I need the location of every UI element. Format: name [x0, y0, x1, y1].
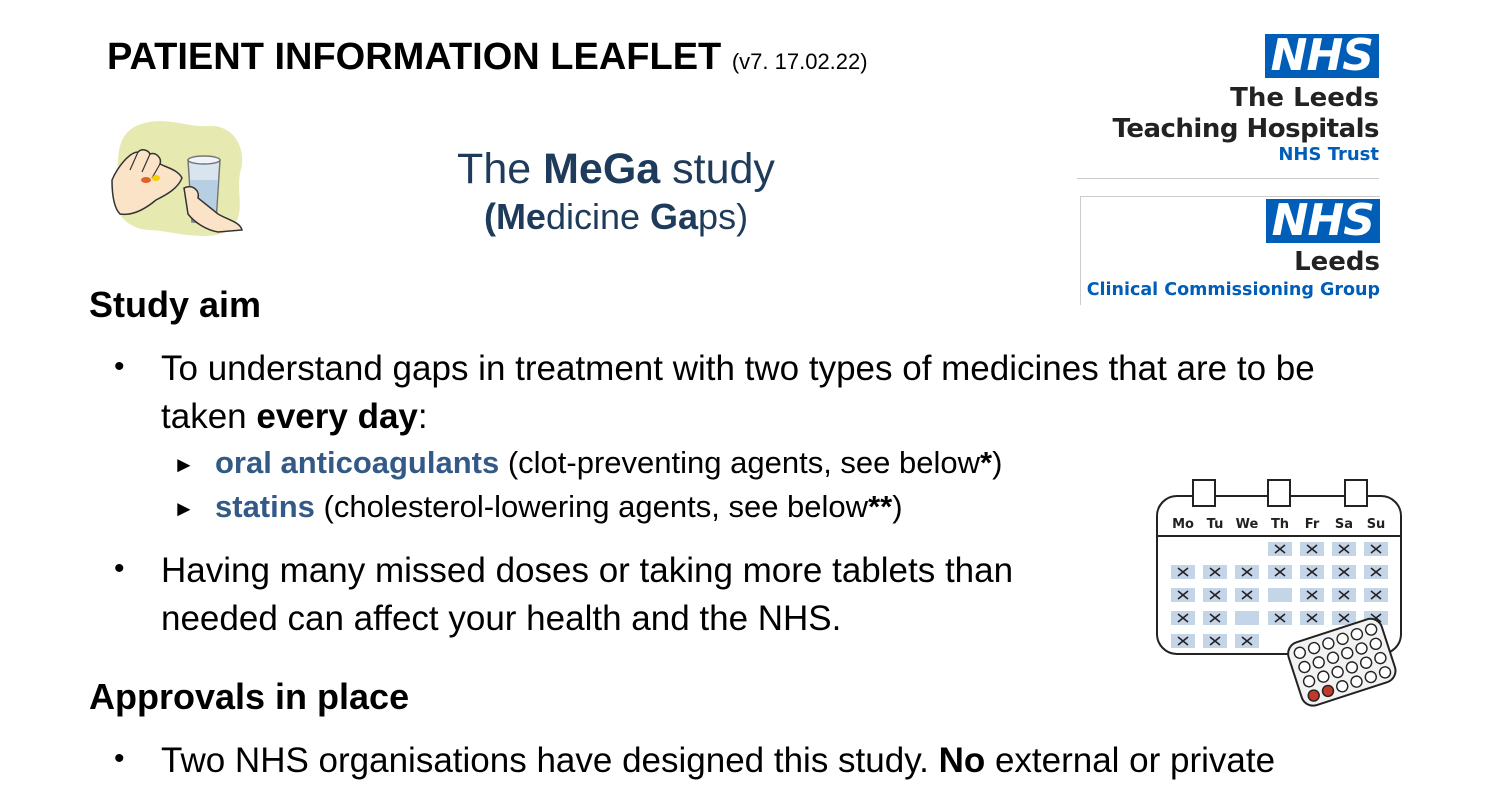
trust-line3: NHS Trust — [1278, 144, 1379, 165]
study-name-prefix: The — [457, 145, 544, 193]
calendar-day-label: Su — [1366, 517, 1386, 532]
drug-desc: (cholesterol-lowering agents, see below — [314, 489, 869, 524]
bullet-dot-icon: • — [114, 350, 125, 383]
triangle-right-icon: ► — [173, 452, 195, 477]
trust-line1: The Leeds — [1230, 83, 1379, 113]
leeds-teaching-hospitals-logo — [1077, 28, 1379, 179]
approvals-heading: Approvals in place — [89, 676, 410, 717]
calendar-cell — [1268, 588, 1292, 602]
leaflet-title-text: PATIENT INFORMATION LEAFLET — [107, 36, 722, 78]
bullet-dot-icon: • — [114, 742, 125, 775]
study-expansion-dicine: dicine — [545, 196, 651, 237]
drug-name: statins — [215, 489, 315, 524]
drug-item-statins — [215, 485, 903, 529]
hand-pill-water-icon — [108, 118, 248, 238]
study-name-suffix: study — [660, 145, 775, 193]
study-aim-heading: Study aim — [89, 284, 262, 325]
calendar-cell — [1235, 611, 1259, 625]
study-expansion-ga: Ga — [650, 196, 699, 237]
aim-bullet-1 — [161, 345, 1381, 441]
approvals-bullet-1-bold: No — [938, 741, 986, 780]
drug-mark: ** — [868, 489, 893, 524]
calendar-day-label: Tu — [1206, 517, 1224, 532]
drug-mark: * — [980, 445, 993, 480]
ccg-line2: Clinical Commissioning Group — [1086, 280, 1380, 300]
approvals-bullet-1-suffix: external or private — [985, 741, 1276, 780]
nhs-badge: NHS — [1265, 34, 1379, 78]
drug-desc: (clot-preventing agents, see below — [499, 445, 981, 480]
study-expansion-open: ( — [483, 196, 496, 237]
drug-close: ) — [892, 489, 903, 524]
nhs-badge: NHS — [1266, 199, 1380, 243]
study-expansion — [390, 195, 842, 239]
drug-item-anticoagulants — [215, 441, 1002, 485]
aim-bullet-1-suffix: : — [417, 397, 428, 436]
aim-bullet-1-text: To understand gaps in treatment with two types of medicines that are to be taken — [161, 349, 1315, 436]
ccg-line1: Leeds — [1294, 247, 1380, 277]
calendar-blister-icon — [1155, 478, 1405, 720]
aim-bullet-1-bold: every day — [256, 397, 418, 436]
approvals-bullet-1 — [161, 737, 1275, 785]
leaflet-version: (v7. 17.02.22) — [731, 49, 868, 74]
aim-bullet-2: Having many missed doses or taking more tablets than needed can affect your health and the NHS. — [161, 551, 1014, 638]
study-name — [390, 143, 842, 195]
calendar-day-label: Th — [1270, 517, 1290, 532]
leaflet-title — [107, 36, 868, 79]
study-expansion-ps: ps) — [698, 196, 749, 237]
drug-close: ) — [992, 445, 1003, 480]
calendar-day-label: Sa — [1334, 517, 1354, 532]
calendar-day-label: Fr — [1304, 517, 1320, 532]
triangle-right-icon: ► — [173, 496, 195, 521]
calendar-day-label: We — [1235, 517, 1259, 532]
approvals-bullet-1-text: Two NHS organisations have designed this study. — [161, 741, 939, 780]
leeds-ccg-logo — [1080, 196, 1380, 305]
study-expansion-me: Me — [495, 196, 546, 237]
trust-line2: Teaching Hospitals — [1112, 114, 1379, 144]
drug-name: oral anticoagulants — [215, 445, 500, 480]
calendar-day-label: Mo — [1172, 517, 1194, 532]
study-name-bold: MeGa — [543, 145, 661, 193]
bullet-dot-icon: • — [114, 552, 125, 585]
study-title — [390, 143, 842, 239]
